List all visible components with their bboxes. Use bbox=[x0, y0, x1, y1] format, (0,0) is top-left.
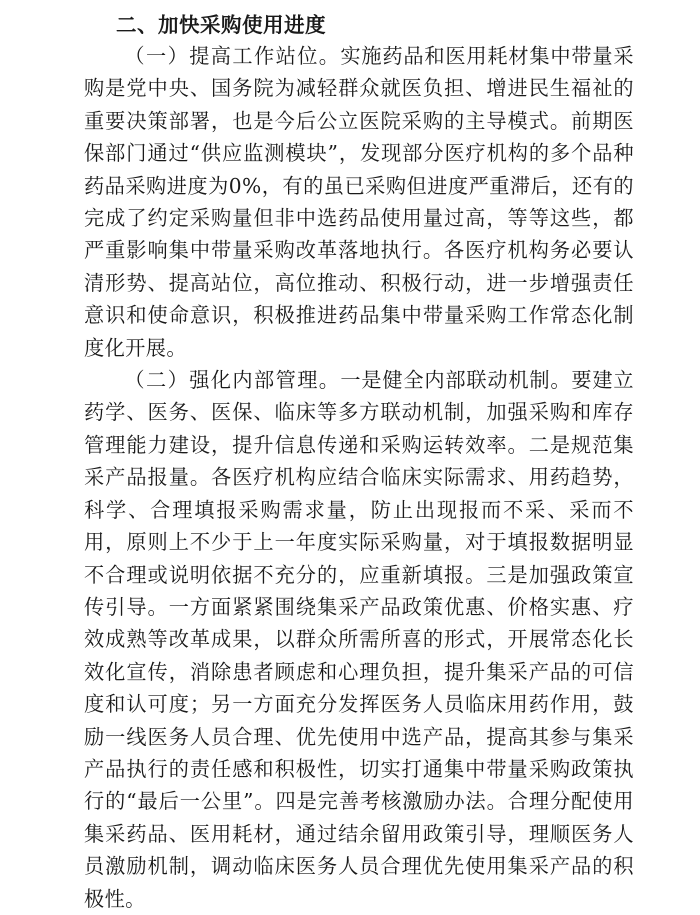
paragraph-1 bbox=[84, 40, 634, 364]
paragraph-2-body: 一是健全内部联动机制。要建立药学、医务、医保、临床等多方联动机制，加强采购和库存管理能力建设，提升信息传递和采购运转效率。二是规范集采产品报量。各医疗机构应结合临床实际需求、用药趋势，科学、合理填报采购需求量，防止出现报而不采、采而不用，原则上不少于上一年度实际采购量，对于填报数据明显不合理或说明依据不充分的，应重新填报。三是加强政策宣传引导。一方面紧紧围绕集采产品政策优惠、价格实惠、疗效成熟等改革成果，以群众所需所喜的形式，开展常态化长效化宣传，消除患者顾虑和心理负担，提升集采产品的可信度和认可度；另一方面充分发挥医务人员临床用药作用，鼓励一线医务人员合理、优先使用中选产品，提高其参与集采产品执行的责任感和积极性，切实打通集中带量采购政策执行的“最后一公里”。四是完善考核激励办法。合理分配使用集采药品、医用耗材，通过结余留用政策引导，理顺医务人员激励机制，调动临床医务人员合理优先使用集采产品的积极性。 bbox=[84, 368, 634, 911]
section-heading: 二、加快采购使用进度 bbox=[116, 13, 326, 37]
paragraph-1-body: 实施药品和医用耗材集中带量采购是党中央、国务院为减轻群众就医负担、增进民生福祉的重要决策部署，也是今后公立医院采购的主导模式。前期医保部门通过“供应监测模块”，发现部分医疗机构的多个品种药品采购进度为0%，有的虽已采购但进度严重滞后，还有的完成了约定采购量但非中选药品使用量过高，等等这些，都严重影响集中带量采购改革落地执行。各医疗机构务必要认清形势、提高站位，高位推动、积极行动，进一步增强责任意识和使命意识，积极推进药品集中带量采购工作常态化制度化开展。 bbox=[84, 44, 634, 360]
paragraph-1-lead: （一）提高工作站位。 bbox=[124, 44, 341, 68]
paragraph-2-lead: （二）强化内部管理。 bbox=[124, 368, 341, 393]
paragraph-2 bbox=[84, 364, 634, 915]
